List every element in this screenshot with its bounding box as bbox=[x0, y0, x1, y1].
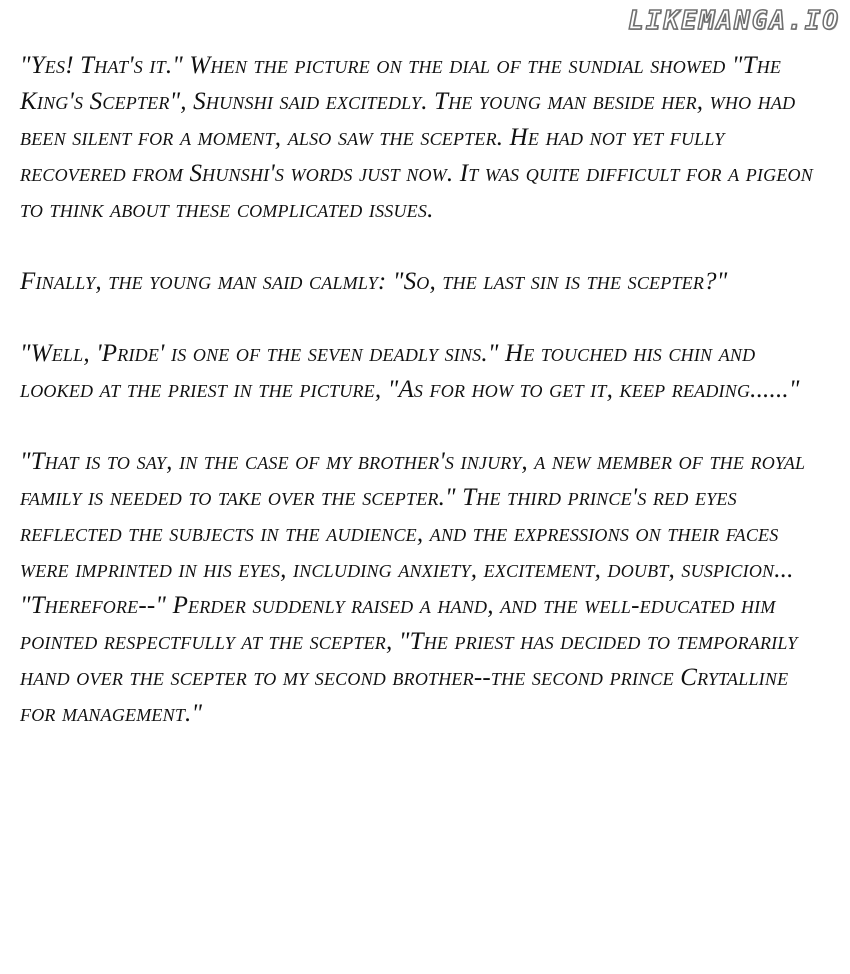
text-body bbox=[20, 48, 820, 732]
paragraph-1: "Yes! That's it." When the picture on the dial of the sundial showed "The King's Scepter", Shunshi said excitedly. The young man beside her, who had been silent for a moment, also saw the scepter. He had not yet fully recovered from Shunshi's words just now. It was quite difficult for a pigeon to think about these complicated issues. bbox=[20, 52, 813, 223]
site-watermark: LIKEMANGA.IO bbox=[628, 6, 840, 36]
paragraph-4: "That is to say, in the case of my brother's injury, a new member of the royal family is needed to take over the scepter." The third prince's red eyes reflected the subjects in the audience, and the expressions on their faces were imprinted in his eyes, including anxiety, excitement, doubt, suspicion... "Therefore--" Perder suddenly raised a hand, and the well-educated him pointed respectfully at the scepter, "The priest has decided to temporarily hand over the scepter to my second brother--the second prince Crytalline for management." bbox=[20, 448, 806, 727]
paragraph-3: "Well, 'Pride' is one of the seven deadly sins." He touched his chin and looked at the priest in the picture, "As for how to get it, keep reading......" bbox=[20, 340, 800, 403]
paragraph-2: Finally, the young man said calmly: "So, the last sin is the scepter?" bbox=[20, 268, 728, 295]
